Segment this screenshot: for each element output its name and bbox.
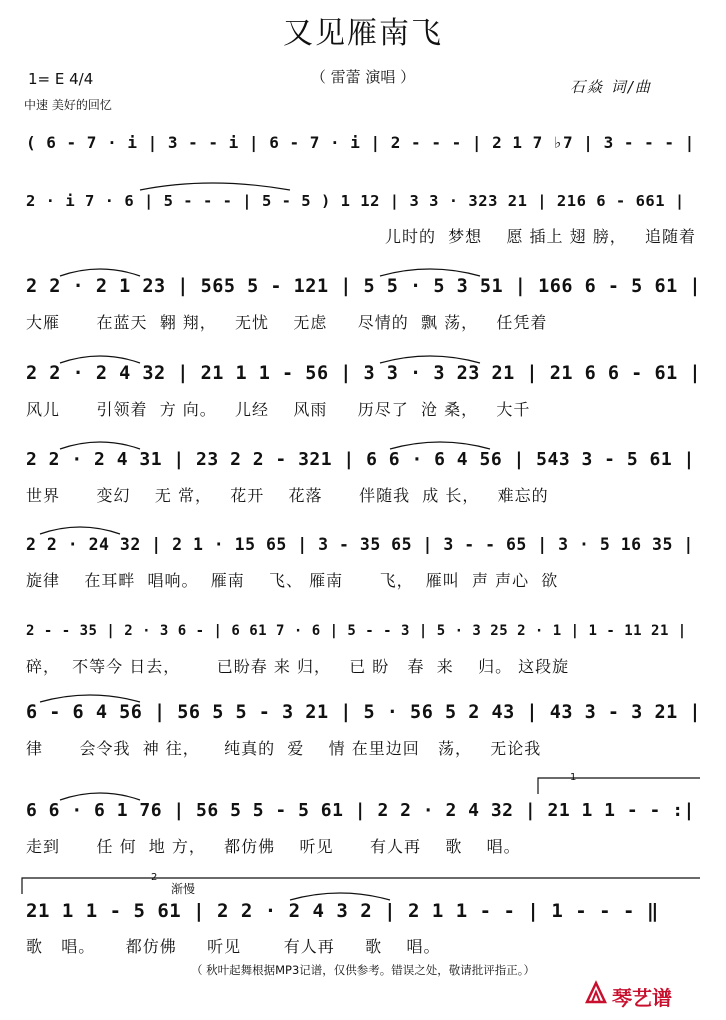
lyric-line: 大雁 在蓝天 翱 翔， 无忧 无虑 尽情的 飘 荡， 任凭着	[26, 313, 548, 332]
notation-line: 6 6 · 6 1 76 | 56 5 5 - 5 61 | 2 2 · 2 4 32 | 21 1 1 - - :|	[26, 800, 695, 821]
notation-line: 2 2 · 2 4 31 | 23 2 2 - 321 | 6 6 · 6 4 56 | 543 3 - 5 61 |	[26, 449, 695, 470]
page-title: 又见雁南飞	[283, 16, 443, 51]
volta-bracket-1	[538, 778, 700, 794]
composer-credit: 石焱 词/曲	[570, 78, 652, 96]
score-row	[0, 528, 726, 590]
notation-line: ( 6 - 7 · i | 3 - - i | 6 - 7 · i | 2 - - - | 2 1 7 ♭7 | 3 - - - |	[26, 133, 695, 152]
qinyipu-logo-icon	[584, 980, 608, 1006]
lyric-line: 律 会令我 神 往， 纯真的 爱 情 在里边回 荡， 无论我	[26, 739, 542, 758]
ritardando-marking: 渐慢	[171, 882, 196, 896]
score-row	[0, 126, 726, 160]
lyric-line: 世界 变幻 无 常， 花开 花落 伴随我 成 长， 难忘的	[26, 486, 549, 505]
footer-note: （ 秋叶起舞根据MP3记谱，仅供参考。错误之处，敬请批评指正。）	[190, 963, 536, 977]
notation-line: 2 2 · 2 1 23 | 565 5 - 121 | 5 5 · 5 3 51 | 166 6 - 5 61 |	[26, 276, 702, 297]
notation-line: 2 - - 35 | 2 · 3 6 - | 6 61 7 · 6 | 5 - - 3 | 5 · 3 25 2 · 1 | 1 - 11 21 |	[26, 623, 687, 639]
score-row	[0, 270, 726, 332]
lyric-line: 歌 唱。 都仿佛 听见 有人再 歌 唱。	[26, 937, 441, 956]
site-logo[interactable]: 琴艺谱	[612, 986, 672, 1010]
notation-line: 6 - 6 4 56 | 56 5 5 - 3 21 | 5 · 56 5 2 43 | 43 3 - 3 21 |	[26, 702, 702, 723]
volta-number-2: 2	[151, 872, 158, 883]
score-row	[0, 184, 726, 246]
score-row	[0, 614, 726, 676]
lyric-line: 碎， 不等今 日去， 已盼春 来 归， 已 盼 春 来 归。 这段旋	[26, 657, 570, 676]
volta-bracket-2	[22, 878, 700, 894]
tempo-marking: 中速 美好的回忆	[24, 98, 112, 112]
lyric-line: 走到 任 何 地 方， 都仿佛 听见 有人再 歌 唱。	[26, 837, 521, 856]
score-row	[0, 357, 726, 419]
score-row	[0, 443, 726, 505]
score-row	[0, 696, 726, 758]
notation-line: 2 2 · 24 32 | 2 1 · 15 65 | 3 - 35 65 | 3 - - 65 | 3 · 5 16 35 |	[26, 535, 694, 554]
score-row	[0, 794, 726, 856]
notation-line: 21 1 1 - 5 61 | 2 2 · 2 4 3 2 | 2 1 1 - - | 1 - - - ‖	[26, 900, 659, 922]
volta-number-1: 1	[570, 772, 577, 783]
score-row	[0, 894, 726, 956]
lyric-line: 旋律 在耳畔 唱响。 雁南 飞、 雁南 飞， 雁叫 声 声心 欲	[26, 571, 559, 590]
notation-line: 2 · i 7 · 6 | 5 - - - | 5 - 5 ) 1 12 | 3 3 · 323 21 | 216 6 - 661 |	[26, 192, 685, 210]
performer: （ 雷蕾 演唱 ）	[310, 68, 416, 86]
lyric-line: 风儿 引领着 方 向。 儿经 风雨 历尽了 沧 桑， 大千	[26, 400, 531, 419]
notation-line: 2 2 · 2 4 32 | 21 1 1 - 56 | 3 3 · 3 23 21 | 21 6 6 - 61 |	[26, 363, 702, 384]
key-signature: 1= E 4/4	[28, 70, 94, 88]
lyric-line: 儿时的 梦想 愿 插上 翅 膀， 追随着	[384, 227, 696, 246]
